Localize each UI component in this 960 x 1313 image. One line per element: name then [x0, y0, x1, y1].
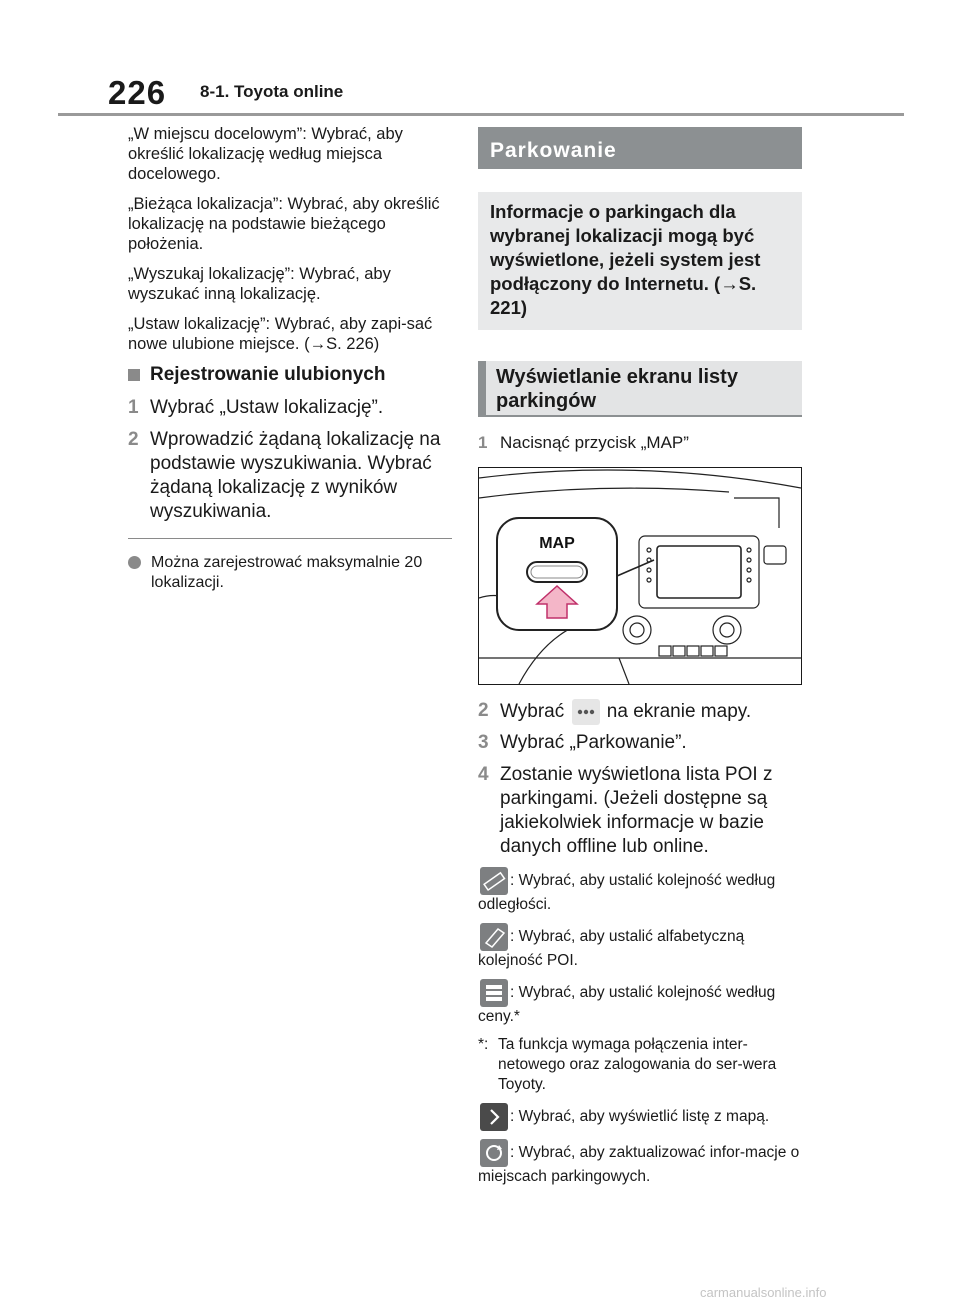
info-box: Informacje o parkingach dla wybranej lokalizacji mogą być wyświetlone, jeżeli system jest podłączony do Internetu. (→S. 221) [478, 192, 802, 330]
step-text: Wybrać „Ustaw lokalizację”. [150, 397, 384, 418]
square-bullet-icon [128, 369, 140, 381]
step-number: 1 [128, 397, 139, 418]
right-column [478, 699, 808, 1195]
step-number: 1 [478, 433, 488, 452]
more-options-icon [572, 699, 600, 725]
ruler-icon [480, 867, 508, 895]
desc-text: : Wybrać, aby zaktualizować infor-macje o miejscach parkingowych. [478, 1144, 800, 1185]
footnote [478, 1035, 808, 1095]
step-text-part: na ekranie mapy. [606, 701, 752, 723]
paragraph-set-location: „Ustaw lokalizację”: Wybrać, aby zapi-sać nowe ulubione miejsce. (→S. 226) [128, 315, 433, 353]
step-number: 4 [478, 764, 489, 785]
map-button-label: MAP [539, 535, 575, 552]
note-text: Można zarejestrować maksymalnie 20 lokalizacji. [151, 554, 423, 591]
watermark: carmanualsonline.info [700, 1285, 827, 1300]
step-text: Wybrać „Parkowanie”. [500, 732, 687, 753]
desc-sort-price [478, 979, 808, 1027]
note-bullet-icon [128, 556, 141, 569]
coins-glyph [480, 979, 508, 1007]
left-column [128, 124, 452, 593]
dashboard-illustration [478, 467, 802, 685]
chevron-right-icon [480, 1103, 508, 1131]
section-title: 8-1. Toyota online [200, 82, 344, 101]
section-bar-parking: Parkowanie [478, 127, 802, 169]
step-text-part: Wybrać [500, 701, 565, 723]
step-number: 2 [128, 429, 139, 450]
step-4-right [478, 763, 808, 859]
refresh-glyph [480, 1139, 508, 1167]
paragraph-destination: „W miejscu docelowym”: Wybrać, aby określić lokalizację według miejsca docelowego. [128, 125, 403, 183]
dots-glyph [572, 699, 600, 725]
section-bar-parking-list: Wyświetlanie ekranu listy parkingów [478, 361, 802, 417]
step-row [478, 431, 808, 455]
alphabet-tag-icon [480, 923, 508, 951]
step-2 [128, 428, 452, 524]
coins-icon [480, 979, 508, 1007]
footnote-marker: *: [478, 1036, 489, 1053]
desc-refresh [478, 1139, 808, 1187]
page-number: 226 [108, 74, 167, 111]
desc-text: : Wybrać, aby ustalić kolejność według odległości. [478, 872, 776, 913]
step-text: Nacisnąć przycisk „MAP” [500, 433, 689, 452]
step-3-right [478, 731, 808, 755]
ruler-glyph [480, 867, 508, 895]
step-number: 3 [478, 732, 489, 753]
step-text: Wprowadzić żądaną lokalizację na podstawie wyszukiwania. Wybrać żądaną lokalizację z wyników wyszukiwania. [150, 429, 441, 522]
paragraph-current-location: „Bieżąca lokalizacja”: Wybrać, aby określić lokalizację na podstawie bieżącego położenia. [128, 195, 440, 253]
step-1 [128, 396, 452, 420]
step-2-right [478, 699, 808, 725]
chevron-glyph [480, 1103, 508, 1131]
tag-glyph [480, 923, 508, 951]
info-note [128, 553, 452, 593]
desc-text: : Wybrać, aby wyświetlić listę z mapą. [510, 1108, 770, 1126]
step-1-right [478, 431, 808, 463]
subheading-register-favorites [128, 364, 452, 386]
desc-list-with-map [478, 1103, 808, 1131]
desc-sort-distance [478, 867, 808, 915]
footnote-text: Ta funkcja wymaga połączenia inter-netowego oraz zalogowania do ser-wera Toyoty. [498, 1036, 777, 1093]
header-rule [58, 113, 904, 116]
desc-text: : Wybrać, aby ustalić alfabetyczną kolejność POI. [478, 928, 745, 969]
subheading-text: Rejestrowanie ulubionych [150, 364, 386, 385]
desc-sort-alpha [478, 923, 808, 971]
divider [128, 538, 452, 539]
desc-text: : Wybrać, aby ustalić kolejność według ceny.* [478, 984, 776, 1025]
refresh-icon [480, 1139, 508, 1167]
step-number: 2 [478, 700, 489, 721]
step-text [500, 699, 751, 725]
step-text: Zostanie wyświetlona lista POI z parkingami. (Jeżeli dostępne są jakiekolwiek informacje w bazie danych offline lub online. [500, 764, 773, 857]
paragraph-search-location: „Wyszukaj lokalizację”: Wybrać, aby wyszukać inną lokalizację. [128, 265, 391, 303]
dashboard-drawing [479, 468, 801, 684]
